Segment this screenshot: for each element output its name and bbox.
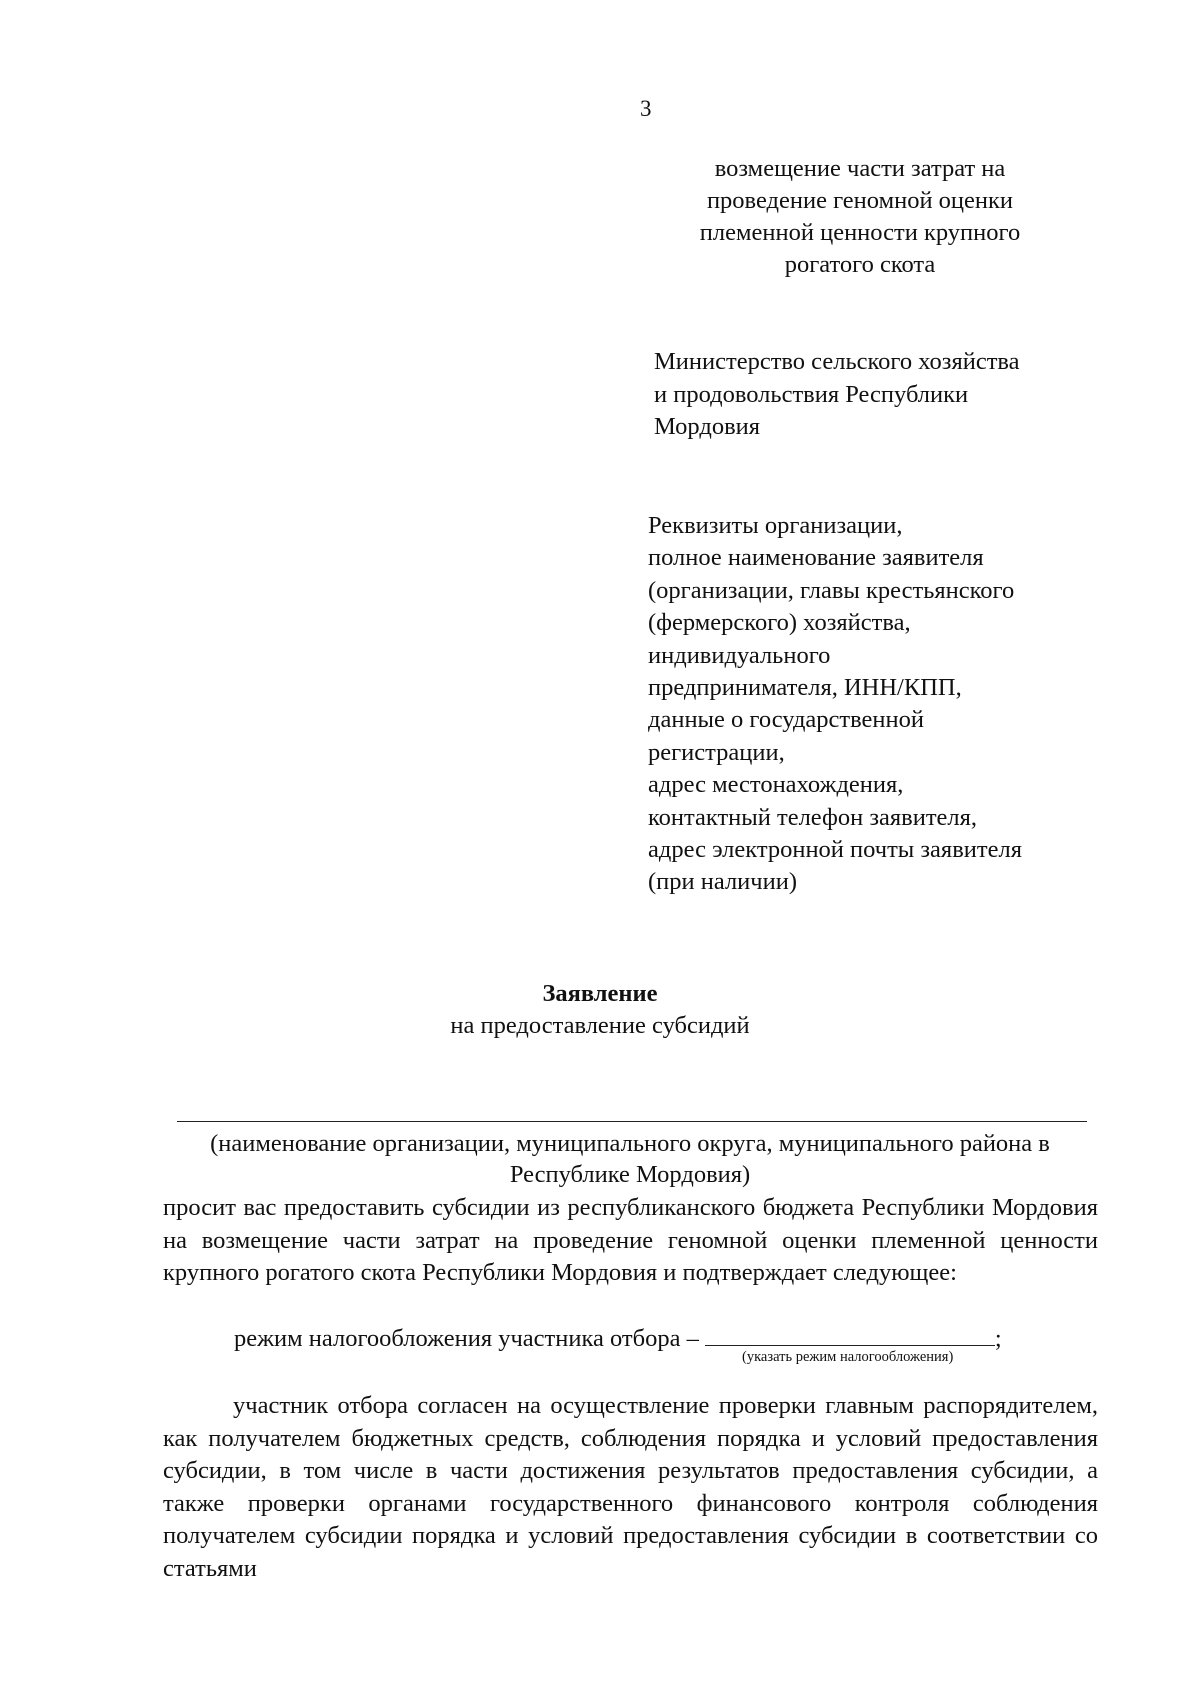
- document-title: Заявление: [542, 980, 658, 1007]
- appendix-subtitle: [660, 153, 1060, 281]
- requisites-line: индивидуального: [648, 641, 831, 669]
- consent-paragraph: участник отбора согласен на осуществление проверки главным распорядителем, как получателем бюджетных средств, соблюдения порядка и условий предоставления субсидии, в том числе в части достижения результатов предоставления субсидии, а также проверки органами государственного финансового контроля соблюдения получателем субсидии порядка и условий предоставления субсидии в соответствии со статьями: [163, 1392, 1098, 1582]
- applicant-requisites: [648, 510, 1108, 899]
- requisites-line: регистрации,: [648, 738, 785, 766]
- addressee-line: Министерство сельского хозяйства: [654, 348, 1020, 375]
- tax-regime-semicolon: ;: [994, 1325, 1002, 1352]
- requisites-line: Реквизиты организации,: [648, 512, 903, 539]
- requisites-line: данные о государственной: [648, 706, 925, 734]
- page-number: 3: [640, 96, 652, 121]
- addressee-line: Мордовия: [654, 413, 761, 440]
- requisites-line: полное наименование заявителя: [648, 544, 984, 572]
- requisites-line: адрес электронной почты заявителя: [648, 836, 1022, 864]
- requisites-line: адрес местонахождения,: [648, 771, 904, 799]
- request-paragraph: просит вас предоставить субсидии из республиканского бюджета Республики Мордовия на возмещение части затрат на проведение геномной оценки племенной ценности крупного рогатого скота Республики Мордовия и подтверждает следующее:: [163, 1194, 1098, 1286]
- subtitle-line: рогатого скота: [784, 251, 936, 278]
- addressee: [654, 346, 1104, 444]
- addressee-line: и продовольствия Республики: [654, 380, 969, 408]
- document-subtitle: на предоставление субсидий: [450, 1012, 750, 1039]
- requisites-line: (при наличии): [648, 868, 797, 896]
- subtitle-line: племенной ценности крупного: [699, 219, 1021, 246]
- tax-regime-blank: [705, 1323, 995, 1346]
- tax-regime-hint: (указать режим налогообложения): [742, 1349, 954, 1365]
- subtitle-line: возмещение части затрат на: [714, 155, 1006, 182]
- requisites-line: предпринимателя, ИНН/КПП,: [648, 674, 962, 702]
- requisites-line: контактный телефон заявителя,: [648, 803, 978, 831]
- tax-regime-label: режим налогообложения участника отбора –: [234, 1325, 699, 1352]
- requisites-line: (организации, главы крестьянского: [648, 576, 1015, 604]
- organization-name-caption: (наименование организации, муниципального округа, муниципального района в Республике Мордовия): [210, 1130, 1050, 1188]
- organization-name-blank-line: [177, 1121, 1087, 1122]
- subtitle-line: проведение геномной оценки: [706, 187, 1014, 214]
- requisites-line: (фермерского) хозяйства,: [648, 609, 911, 637]
